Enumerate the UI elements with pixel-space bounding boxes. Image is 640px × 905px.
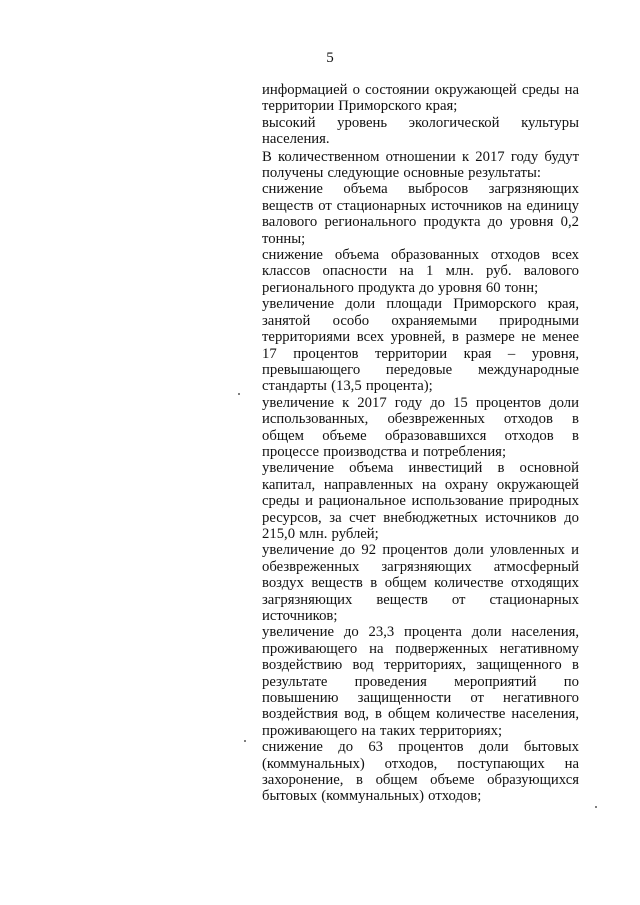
paragraph-quantitative-intro: В количественном отношении к 2017 году будут получены следующие основные результаты: <box>262 148 579 182</box>
paragraph-environment-info: информацией о состоянии окружающей среды на территории Приморского края; <box>262 82 579 115</box>
scan-speck <box>244 740 246 742</box>
paragraph-waste-reduction: снижение объема образованных отходов всех классов опасности на 1 млн. руб. валового регионального продукта до уровня 60 тонн; <box>262 247 579 296</box>
scan-speck <box>238 393 240 395</box>
paragraph-ecological-culture: высокий уровень экологической культуры населения. <box>262 114 579 148</box>
paragraph-emissions-reduction: снижение объема выбросов загрязняющих веществ от стационарных источников на единицу валового регионального продукта до уровня 0,2 тонны; <box>262 181 579 247</box>
paragraph-air-pollutants: увеличение до 92 процентов доли уловленных и обезвреженных загрязняющих атмосферный воздух веществ в общем количестве отходящих загрязняющих веществ от стационарных источников; <box>262 542 579 624</box>
page-number: 5 <box>326 50 334 66</box>
paragraph-investment: увеличение объема инвестиций в основной капитал, направленных на охрану окружающей среды и рациональное использование природных ресурсов, за счет внебюджетных источников до 215,0 млн. рублей; <box>262 460 579 542</box>
paragraph-household-waste: снижение до 63 процентов доли бытовых (коммунальных) отходов, поступающих на захоронение, в общем объеме образующихся бытовых (коммунальных) отходов; <box>262 739 579 805</box>
paragraph-protected-areas: увеличение доли площади Приморского края, занятой особо охраняемыми природными территориями всех уровней, в размере не менее 17 процентов территории края – уровня, превышающего передовые международные стандарты (13,5 процента); <box>262 296 579 395</box>
scan-speck <box>595 806 597 808</box>
paragraph-water-protection: увеличение до 23,3 процента доли населения, проживающего на подверженных негативному воздействию вод территориях, защищенного в результате проведения мероприятий по повышению защищенности от негативного воздействия вод, в общем количестве населения, проживающего на таких территориях; <box>262 624 579 739</box>
document-body <box>262 82 579 805</box>
paragraph-waste-usage: увеличение к 2017 году до 15 процентов доли использованных, обезвреженных отходов в общем объеме образовавшихся отходов в процессе производства и потребления; <box>262 394 579 460</box>
